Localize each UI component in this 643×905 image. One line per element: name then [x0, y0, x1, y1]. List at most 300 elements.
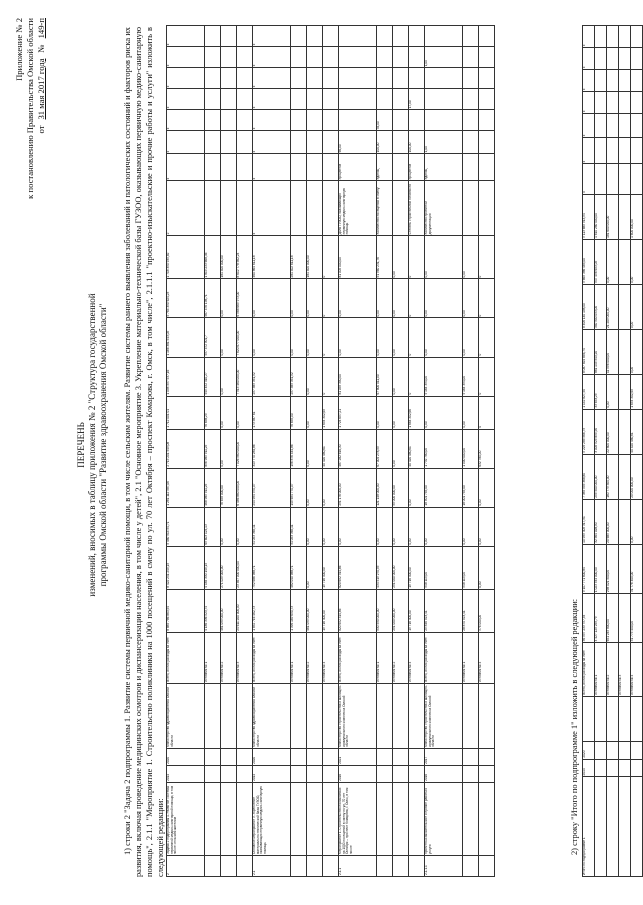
- table-cell: 7 513 460 000,00: [237, 357, 253, 396]
- table-cell: [479, 47, 495, 68]
- table-cell: [205, 683, 221, 748]
- table-cell: 0,00: [253, 279, 291, 318]
- table-cell: [323, 765, 339, 782]
- table-cell: 313 770 284,86: [253, 429, 291, 468]
- table-cell: [393, 765, 409, 782]
- table-cell: 32 564 028,50: [595, 499, 607, 544]
- table-cell: 76 655 000,00: [221, 468, 237, 507]
- table-cell: 1,00: [425, 47, 463, 68]
- table-cell: [339, 68, 377, 89]
- table-cell: 21 209 000,00: [607, 284, 619, 329]
- resolution-date-line: [36, 18, 47, 318]
- table-cell: х: [253, 68, 291, 89]
- table-cell: [607, 48, 619, 70]
- table-cell: 0,00: [463, 507, 479, 546]
- table-cell: 2.1: [253, 855, 291, 876]
- table-cell: [631, 70, 643, 92]
- table-cell: [291, 683, 307, 748]
- table-cell: 2021: [339, 748, 377, 765]
- table-cell: [607, 696, 619, 741]
- table-cell: 29 846 923,41: [425, 589, 463, 632]
- table-row: [583, 26, 595, 877]
- table-cell: 181 400 000,00: [221, 236, 237, 279]
- table-cell: [619, 284, 631, 329]
- table-cell: [221, 47, 237, 68]
- table-row: [409, 26, 425, 877]
- table-cell: [237, 154, 253, 181]
- table-cell: [307, 47, 323, 68]
- table-cell: 0,00: [479, 507, 495, 546]
- table-cell: 0,00: [237, 507, 253, 546]
- table-cell: [463, 47, 479, 68]
- table-cell: [619, 777, 631, 877]
- table-cell: [291, 110, 307, 131]
- table-cell: [595, 26, 607, 48]
- table-cell: 0,00: [393, 429, 409, 468]
- table-cell: 0,00: [291, 279, 307, 318]
- table-cell: [619, 26, 631, 48]
- table-cell: Всего, из них расходы за счет:: [583, 643, 595, 696]
- table-cell: [463, 855, 479, 876]
- table-cell: [291, 68, 307, 89]
- table-cell: 9 665 386 485,00: [583, 239, 595, 284]
- table-cell: [323, 26, 339, 47]
- table-cell: 145 694 770,07: [291, 468, 307, 507]
- table-cell: [631, 92, 643, 114]
- table-cell: [619, 164, 631, 194]
- table-cell: 19 716 400,00: [323, 546, 339, 589]
- table-cell: [237, 47, 253, 68]
- table-cell: 0,00: [221, 357, 237, 396]
- table-cell: 67 800 011,00: [377, 357, 393, 396]
- table-cell: 0,00: [307, 507, 323, 546]
- table-cell: [339, 47, 377, 68]
- table-cell: источник № 4: [323, 632, 339, 683]
- table-cell: [595, 741, 607, 759]
- table-cell: [393, 110, 409, 131]
- table-cell: 567 476 198,71: [205, 279, 221, 318]
- table-cell: 547 496 653,05: [595, 239, 607, 284]
- table-cell: 3 009 525 895,90: [595, 409, 607, 454]
- table-cell: [221, 68, 237, 89]
- table-row: [221, 26, 237, 877]
- table-cell: [237, 782, 253, 855]
- table-cell: 0,00: [425, 279, 463, 318]
- table-cell: [619, 696, 631, 741]
- table-cell: 40 420 480,61: [323, 429, 339, 468]
- table-cell: [377, 89, 393, 110]
- title-line-1: ПЕРЕЧЕНЬ: [76, 422, 86, 468]
- table-cell: [479, 748, 495, 765]
- table-cell: источник № 4: [479, 632, 495, 683]
- table-cell: [221, 26, 237, 47]
- table-cell: [377, 68, 393, 89]
- table-cell: источник № 2: [393, 632, 409, 683]
- table-cell: х: [167, 26, 205, 47]
- table-cell: [463, 782, 479, 855]
- table-cell: 5 229 285 966,79: [583, 409, 595, 454]
- table-cell: [479, 68, 495, 89]
- table-cell: [307, 748, 323, 765]
- table-cell: 1 654 302,65: [323, 396, 339, 429]
- table-cell: 0,00: [393, 507, 409, 546]
- table-cell: [221, 181, 237, 236]
- table-cell: 2014: [253, 765, 291, 782]
- table-cell: х: [583, 114, 595, 138]
- table-cell: 0: [323, 318, 339, 357]
- table-cell: 0,00: [291, 318, 307, 357]
- table-cell: [377, 26, 393, 47]
- table-cell: [377, 765, 393, 782]
- table-cell: 0,00: [479, 546, 495, 589]
- title-line-3: программы Омской области "Развитие здравоохранения Омской области": [98, 303, 108, 587]
- table-cell: 2.1.1: [339, 855, 377, 876]
- table-cell: 0,00: [425, 507, 463, 546]
- table-cell: 81 005 000,00: [339, 236, 377, 279]
- from-label: от: [36, 125, 46, 134]
- table-cell: [205, 181, 221, 236]
- table-row: [463, 26, 479, 877]
- table-cell: 530 590 000,00: [377, 589, 393, 632]
- table-cell: 11 596 000,00: [607, 329, 619, 374]
- table-cell: Итого по подпрограмме 1: [583, 777, 595, 877]
- table-cell: [291, 154, 307, 181]
- table-cell: [307, 765, 323, 782]
- table-cell: 66,00: [339, 131, 377, 154]
- appendix-header: [14, 18, 47, 318]
- table-cell: х: [583, 70, 595, 92]
- table-cell: [409, 683, 425, 748]
- table-cell: источник № 2: [607, 643, 619, 696]
- table-cell: 0,00: [253, 318, 291, 357]
- table-cell: 18 001 749,00: [463, 468, 479, 507]
- table-cell: 6 568 669 973,00: [237, 279, 253, 318]
- table-cell: 0,00: [377, 318, 393, 357]
- table-cell: [323, 181, 339, 236]
- table-cell: 461 095 000,00: [221, 589, 237, 632]
- table-cell: 597 472 901,7: [205, 318, 221, 357]
- table-row: [339, 26, 377, 877]
- table-cell: источник № 4: [631, 643, 643, 696]
- table-cell: [583, 696, 595, 741]
- table-cell: 0,00: [393, 318, 409, 357]
- table-cell: 948 113,00: [463, 546, 479, 589]
- table-cell: 0: [409, 357, 425, 396]
- table-cell: [607, 26, 619, 48]
- table-cell: 0,00: [307, 318, 323, 357]
- table-cell: 881 145 943,20: [595, 329, 607, 374]
- table-cell: [221, 89, 237, 110]
- table-cell: [393, 89, 409, 110]
- table-cell: 255 500 000,00: [595, 454, 607, 499]
- table-cell: [339, 89, 377, 110]
- table-cell: 0: [479, 396, 495, 429]
- table-cell: х: [253, 89, 291, 110]
- table-cell: 0,00: [463, 236, 479, 279]
- table-row: [205, 26, 221, 877]
- table-cell: [595, 696, 607, 741]
- table-cell: [463, 748, 479, 765]
- table-cell: Задача 2 подпрограммы 1. Развитие системы первичной медико-санитарной помощи, в том числе сельским жителям: [167, 782, 205, 855]
- table-cell: [631, 114, 643, 138]
- table-cell: [595, 48, 607, 70]
- table-cell: [237, 89, 253, 110]
- table-cell: 291 176 000,00: [339, 468, 377, 507]
- table-cell: 1 732 780,00: [425, 429, 463, 468]
- table-cell: [409, 748, 425, 765]
- table-cell: процентов: [409, 154, 425, 181]
- table-cell: [425, 68, 463, 89]
- table-cell: 434 519 270,55: [377, 546, 393, 589]
- table-cell: 0,00: [237, 396, 253, 429]
- table-cell: 8 422 241 249,15: [167, 546, 205, 589]
- table-row: [607, 26, 619, 877]
- table-cell: [307, 782, 323, 855]
- table-cell: 0: [409, 236, 425, 279]
- table-cell: 34,00: [377, 110, 393, 131]
- table-cell: [595, 777, 607, 877]
- table-cell: 196 876 444,86: [291, 429, 307, 468]
- table-cell: [595, 759, 607, 777]
- table-row: [237, 26, 253, 877]
- table-cell: 0,00: [607, 239, 619, 284]
- table-cell: источник № 2: [307, 632, 323, 683]
- table-cell: 651 245 800,00: [607, 594, 619, 643]
- table-cell: 69 603 124,13: [205, 507, 221, 546]
- table-cell: источник № 3: [619, 643, 631, 696]
- paragraph-1-text: 1) строки 2 "Задача 2 подпрограммы 1. Развитие системы первичной медико-санитарной помощи, в том числе сельским жителям. Развитие системы раннего выявления заболеваний и патологических состояний и факторов риска их развития, включая проведение медицинских осмотров и диспансеризации населения, в том числе у детей", 2.1 "Основное мероприятие 3. Укрепление материально-технической базы ГУЗОО, оказывающих первичную медико-санитарную помощь", 2.1.1 "Мероприятие 1. Строительство поликлиники на 1000 посещений в смену по ул. 70 лет Октября – проспект Комарова, г. Омск, в том числе", 2.1.1.1 "проектно-изыскательские и прочие работы и услуги" изложить в следующей редакции:: [123, 27, 165, 877]
- table-cell: 9 164 394,00: [463, 357, 479, 396]
- table-cell: [393, 26, 409, 47]
- table-cell: [307, 683, 323, 748]
- table-cell: [619, 70, 631, 92]
- table-cell: [607, 741, 619, 759]
- table-cell: х: [167, 131, 205, 154]
- table-cell: Всего, из них расходы за счет:: [339, 632, 377, 683]
- table-cell: [607, 759, 619, 777]
- table-cell: 22 800 000,00: [607, 409, 619, 454]
- table-cell: источник № 1: [291, 632, 307, 683]
- table-cell: [619, 741, 631, 759]
- table-cell: [479, 683, 495, 748]
- table-cell: [205, 26, 221, 47]
- table-cell: [409, 26, 425, 47]
- table-cell: [619, 544, 631, 593]
- table-cell: [619, 759, 631, 777]
- table-cell: [237, 68, 253, 89]
- table-cell: [221, 748, 237, 765]
- table-cell: [409, 110, 425, 131]
- table-cell: 0,00: [463, 279, 479, 318]
- table-row: [167, 26, 205, 877]
- table-cell: 19 716 400,00: [323, 589, 339, 632]
- table-cell: [393, 47, 409, 68]
- table-cell: [291, 855, 307, 876]
- table-cell: Мероприятие 1. Строительство поликлиники на 1000 посещений в смену по ул. 70 лет Октября – проспект Комарова, г. Омск, в том числе: [339, 782, 377, 855]
- table-cell: [237, 748, 253, 765]
- table-cell: [463, 154, 479, 181]
- table-cell: 0,00: [377, 396, 393, 429]
- table-cell: [463, 68, 479, 89]
- table-cell: [409, 782, 425, 855]
- table-cell: [463, 765, 479, 782]
- table-cell: 0: [323, 357, 339, 396]
- table-cell: [631, 164, 643, 194]
- table-cell: 0,00: [409, 507, 425, 546]
- table-cell: 0: [479, 236, 495, 279]
- table-cell: 76 655,00: [291, 396, 307, 429]
- table-cell: 0,00: [307, 357, 323, 396]
- table-cell: 1 166 381 543,05: [167, 318, 205, 357]
- table-cell: 0,00: [221, 279, 237, 318]
- table-cell: Степень строительной готовности: [409, 181, 425, 236]
- table-cell: [323, 855, 339, 876]
- table-cell: х: [253, 131, 291, 154]
- table-cell: х: [167, 68, 205, 89]
- table-cell: 2 715 201 549,08: [167, 429, 205, 468]
- table-cell: 0: [409, 279, 425, 318]
- table-cell: х: [253, 181, 291, 236]
- table-cell: [479, 782, 495, 855]
- table-cell: 340 900 093,00: [595, 284, 607, 329]
- table-cell: 2016: [425, 765, 463, 782]
- table-cell: 0,00: [323, 468, 339, 507]
- table-cell: 0,00: [393, 279, 409, 318]
- table-cell: [237, 683, 253, 748]
- table-cell: 1,00: [425, 131, 463, 154]
- table-cell: 4 184 330 149,15: [205, 546, 221, 589]
- table-cell: 0,00: [631, 239, 643, 284]
- table-cell: [393, 855, 409, 876]
- table-cell: 23 467 000 000,00: [237, 546, 253, 589]
- table-cell: единиц: [377, 154, 393, 181]
- table-cell: [291, 765, 307, 782]
- table-cell: 8 889 786 863,94: [167, 589, 205, 632]
- table-cell: 482 040 988,71: [291, 546, 307, 589]
- table-cell: 160 779 300,00: [607, 454, 619, 499]
- table-cell: 24 611 200 000,00: [237, 589, 253, 632]
- table-cell: 0: [479, 357, 495, 396]
- table-cell: 2: [167, 181, 205, 236]
- table-cell: 1 142 827,90: [583, 375, 595, 410]
- table-cell: 121 148 000,00: [377, 468, 393, 507]
- table-cell: 896 985 911,25: [205, 429, 221, 468]
- table-cell: 0,00: [307, 396, 323, 429]
- table-cell: [291, 89, 307, 110]
- table-cell: [479, 131, 495, 154]
- table-cell: [307, 110, 323, 131]
- table-cell: источник № 1: [595, 643, 607, 696]
- table-cell: [595, 138, 607, 164]
- table-cell: х: [253, 26, 291, 47]
- table-cell: 0,00: [221, 507, 237, 546]
- table-cell: х: [167, 47, 205, 68]
- table-cell: 4 427 125 259,79: [595, 594, 607, 643]
- table-cell: [377, 782, 393, 855]
- table-cell: 0,00: [425, 318, 463, 357]
- table-cell: х: [253, 47, 291, 68]
- table-cell: 0: [409, 318, 425, 357]
- table-cell: 281 402 611,18: [291, 236, 307, 279]
- resolution-ref: к постановлению Правительства Омской области: [25, 18, 35, 199]
- table-cell: 752 686 988,71: [253, 546, 291, 589]
- table-cell: [631, 26, 643, 48]
- table-cell: 1 819 233 668,46: [205, 236, 221, 279]
- table-cell: 76 658,25: [205, 396, 221, 429]
- table-cell: 2020: [583, 741, 595, 759]
- table-cell: 976 000,00: [479, 589, 495, 632]
- table-cell: [237, 765, 253, 782]
- table-cell: [323, 748, 339, 765]
- table-cell: Министерство строительства и жилищно-коммунального комплекса Омской области: [425, 683, 463, 748]
- table-cell: 1 396 169 650,73: [291, 589, 307, 632]
- table-cell: 0,00: [221, 396, 237, 429]
- table-cell: [323, 89, 339, 110]
- table-cell: [595, 70, 607, 92]
- table-cell: 20 000 000,00: [631, 454, 643, 499]
- table-cell: [619, 499, 631, 544]
- table-cell: 1 664 302,66: [409, 396, 425, 429]
- table-cell: источник № 2: [221, 632, 237, 683]
- table-cell: 10 999 405 317,91: [583, 499, 595, 544]
- table-cell: 40 420 480,61: [631, 409, 643, 454]
- table-cell: 271 025 000,00: [221, 546, 237, 589]
- table-cell: [221, 782, 237, 855]
- table-cell: [393, 131, 409, 154]
- table-cell: 19 716 400,00: [409, 546, 425, 589]
- table-row: [291, 26, 307, 877]
- table-cell: [619, 48, 631, 70]
- table-cell: [205, 47, 221, 68]
- table-row: [377, 26, 393, 877]
- table-cell: 6 486 860 000,00: [237, 468, 253, 507]
- table-cell: [237, 110, 253, 131]
- table-cell: 0,00: [307, 429, 323, 468]
- table-cell: [425, 110, 463, 131]
- table-cell: 1 610 280 000,00: [595, 194, 607, 239]
- table-cell: 945 452 410,27: [205, 357, 221, 396]
- table-cell: [205, 855, 221, 876]
- table-cell: 1 724 657,21: [339, 396, 377, 429]
- table-cell: 297 389 351,52: [253, 357, 291, 396]
- table-cell: [323, 47, 339, 68]
- document-title: [76, 145, 109, 745]
- table-cell: 2020: [167, 748, 205, 765]
- resolution-number: 149-п: [36, 18, 46, 39]
- table-cell: 67 004 278,55: [377, 429, 393, 468]
- table-row: [631, 26, 643, 877]
- table-cell: [463, 181, 479, 236]
- table-cell: 297 389 351,52: [291, 357, 307, 396]
- table-cell: 100,00: [409, 131, 425, 154]
- table-cell: [291, 131, 307, 154]
- table-cell: [205, 89, 221, 110]
- table-cell: 0,00: [377, 507, 393, 546]
- table-cell: 31 775 400,00: [631, 594, 643, 643]
- table-cell: 181 400 000,00: [307, 236, 323, 279]
- table-cell: [291, 181, 307, 236]
- table-cell: [425, 89, 463, 110]
- table-cell: [205, 782, 221, 855]
- table-cell: 20 685 000,00: [607, 499, 619, 544]
- table-row: [425, 26, 463, 877]
- table-cell: [393, 782, 409, 855]
- table-cell: 18 501 749,00: [425, 468, 463, 507]
- table-cell: 0,00: [307, 468, 323, 507]
- table-cell: [393, 68, 409, 89]
- table-row: [619, 26, 631, 877]
- table-cell: 36 997 233 797,54: [583, 594, 595, 643]
